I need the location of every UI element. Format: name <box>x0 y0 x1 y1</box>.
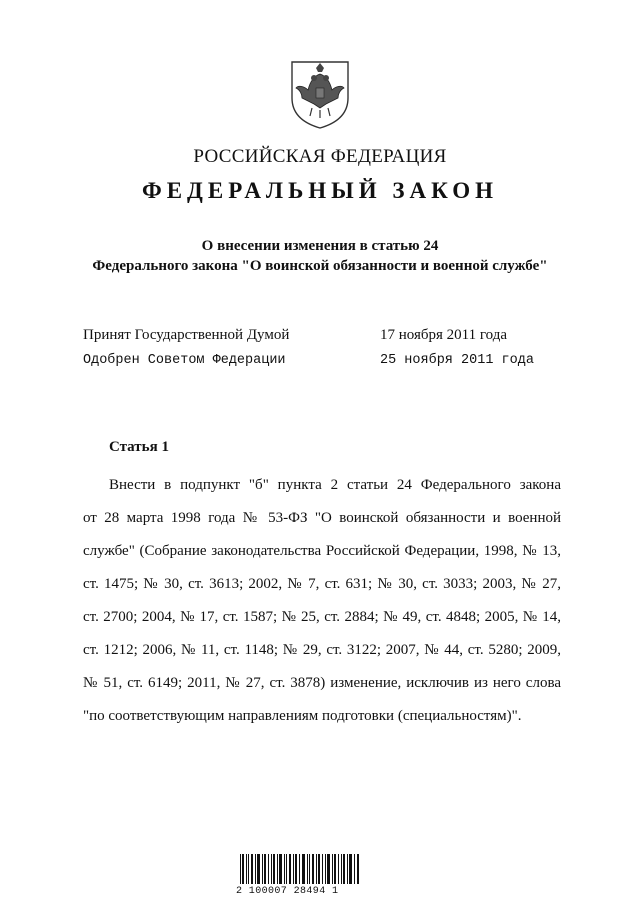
article-text-line: ст. 2700; 2004, № 17, ст. 1587; № 25, ст. 2884; № 49, ст. 4848; 2005, № 14, <box>83 609 561 625</box>
adopted-by-duma-date: 17 ноября 2011 года <box>380 327 508 343</box>
country-name: РОССИЙСКАЯ ФЕДЕРАЦИЯ <box>193 146 447 167</box>
coat-of-arms-emblem <box>288 58 352 130</box>
approved-by-council-date: 25 ноября 2011 года <box>380 353 534 368</box>
barcode-number: 2 100007 28494 1 <box>236 886 339 897</box>
law-title-line-2: Федерального закона "О воинской обязанности и военной службе" <box>92 258 548 274</box>
article-text-line: "по соответствующим направлениям подготовки (специальностям)". <box>83 708 522 724</box>
approved-by-council-label: Одобрен Советом Федерации <box>83 353 286 368</box>
adopted-by-duma-label: Принят Государственной Думой <box>83 327 290 343</box>
article-heading: Статья 1 <box>109 439 169 455</box>
article-text-line: Внести в подпункт "б" пункта 2 статьи 24 Федерального закона <box>109 477 561 493</box>
law-title-line-1: О внесении изменения в статью 24 <box>201 238 439 254</box>
article-text-line: от 28 марта 1998 года № 53-ФЗ "О воинской обязанности и военной <box>83 510 561 526</box>
article-text-line: службе" (Собрание законодательства Российской Федерации, 1998, № 13, <box>83 543 561 559</box>
document-type: ФЕДЕРАЛЬНЫЙ ЗАКОН <box>141 178 499 203</box>
article-text-line: ст. 1475; № 30, ст. 3613; 2002, № 7, ст. 631; № 30, ст. 3033; 2003, № 27, <box>83 576 561 592</box>
article-text-line: № 51, ст. 6149; 2011, № 27, ст. 3878) изменение, исключив из него слова <box>83 675 561 691</box>
article-text-line: ст. 1212; 2006, № 11, ст. 1148; № 29, ст. 3122; 2007, № 44, ст. 5280; 2009, <box>83 642 561 658</box>
